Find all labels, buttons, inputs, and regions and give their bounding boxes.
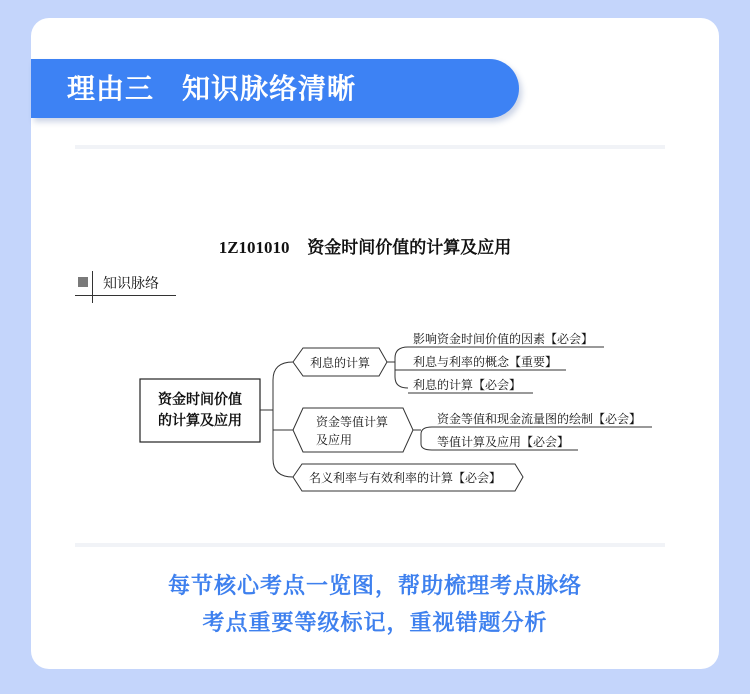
knowledge-header-label: 知识脉络 xyxy=(103,276,159,292)
footer-line-2: 考点重要等级标记，重视错题分析 xyxy=(202,611,548,636)
leaf-equivalence-calc: 等值计算及应用【必会】 xyxy=(437,435,570,449)
section-name: 资金时间价值的计算及应用 xyxy=(307,238,512,258)
leaf-cashflow-diagram: 资金等值和现金流量图的绘制【必会】 xyxy=(437,412,642,426)
footer-line-1: 每节核心考点一览图，帮助梳理考点脉络 xyxy=(167,574,582,599)
banner-title: 知识脉络清晰 xyxy=(182,72,357,105)
leaf-interest-calc: 利息的计算【必会】 xyxy=(413,378,522,392)
branch-2-label-line-1: 资金等值计算 xyxy=(316,415,389,429)
root-connectors xyxy=(260,362,293,477)
root-line-1: 资金时间价值 xyxy=(158,392,242,408)
branch-2-label-line-2: 及应用 xyxy=(316,433,353,447)
banner-prefix: 理由三 xyxy=(67,72,155,105)
root-node-box xyxy=(140,379,260,442)
leaf-interest-rate-concept: 利息与利率的概念【重要】 xyxy=(413,355,558,369)
bottom-divider xyxy=(75,543,665,547)
root-line-2: 的计算及应用 xyxy=(158,413,242,429)
leaf-time-value-factors: 影响资金时间价值的因素【必会】 xyxy=(413,332,594,346)
branch-1-label: 利息的计算 xyxy=(309,356,371,370)
section-code: 1Z101010 xyxy=(218,238,290,257)
branch-3-label: 名义利率与有效利率的计算【必会】 xyxy=(309,471,502,485)
